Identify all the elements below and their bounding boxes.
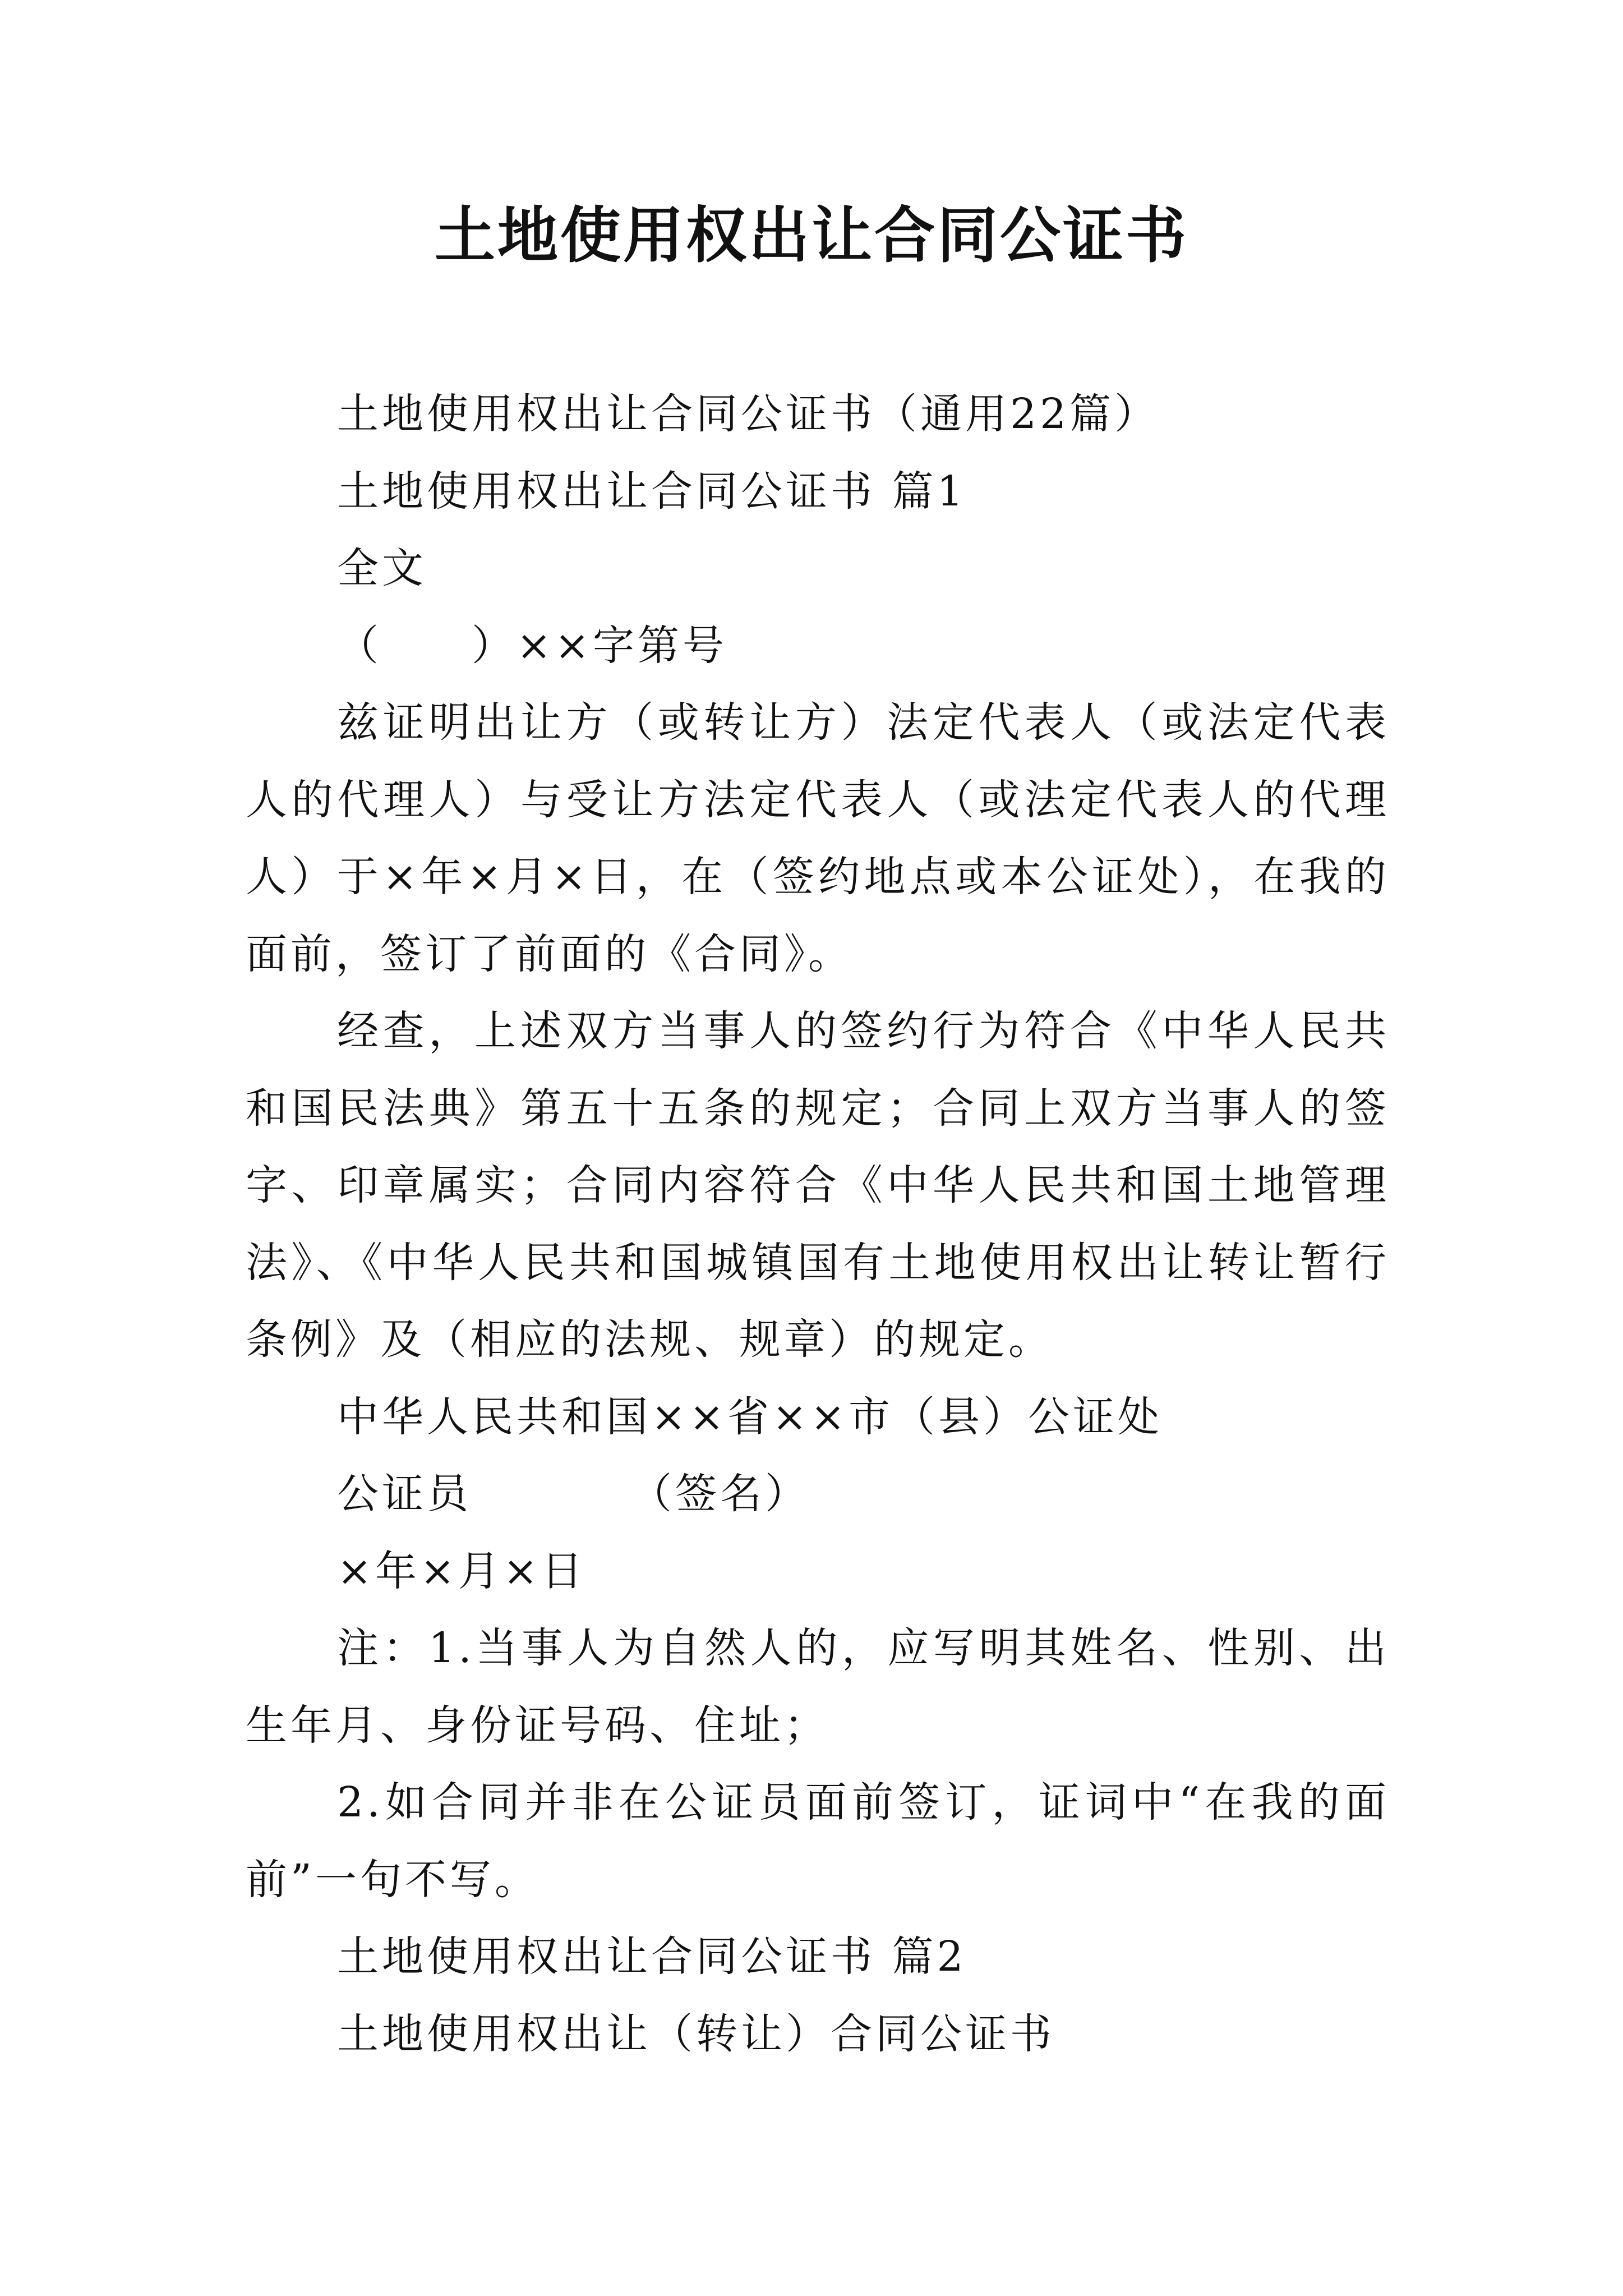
paragraph-note-1: 注：1.当事人为自然人的，应写明其姓名、性别、出生年月、身份证号码、住址； (246, 1624, 1390, 1750)
paragraph-document-number: （ ）××字第号 (337, 621, 728, 670)
paragraph-section-1-heading: 土地使用权出让合同公证书 篇1 (337, 467, 967, 516)
paragraph-notary-office: 中华人民共和国××省××市（县）公证处 (337, 1392, 1163, 1441)
paragraph-date: ×年×月×日 (337, 1547, 587, 1595)
paragraph-section-2-heading: 土地使用权出让合同公证书 篇2 (337, 1932, 967, 1981)
paragraph-section-2-title: 土地使用权出让（转让）合同公证书 (337, 2009, 1055, 2058)
document-title: 土地使用权出让合同公证书 (434, 200, 1188, 271)
paragraph-full-text-label: 全文 (337, 544, 427, 592)
paragraph-collection-heading: 土地使用权出让合同公证书（通用22篇） (337, 390, 1160, 438)
paragraph-verification: 经查，上述双方当事人的签约行为符合《中华人民共和国民法典》第五十五条的规定；合同上双方当事人的签字、印章属实；合同内容符合《中华人民共和国土地管理法》、《中华人民共和国城镇国有土地使用权出让转让暂行条例》及（相应的法规、规章）的规定。 (246, 1007, 1390, 1364)
paragraph-notary-signature: 公证员 （签名） (337, 1470, 810, 1518)
paragraph-certification: 兹证明出让方（或转让方）法定代表人（或法定代表人的代理人）与受让方法定代表人（或法定代表人的代理人）于×年×月×日，在（签约地点或本公证处），在我的面前，签订了前面的《合同》。 (246, 698, 1390, 978)
paragraph-note-2: 2.如合同并非在公证员面前签订，证词中“在我的面前”一句不写。 (246, 1778, 1390, 1904)
document-body (246, 376, 1390, 2073)
